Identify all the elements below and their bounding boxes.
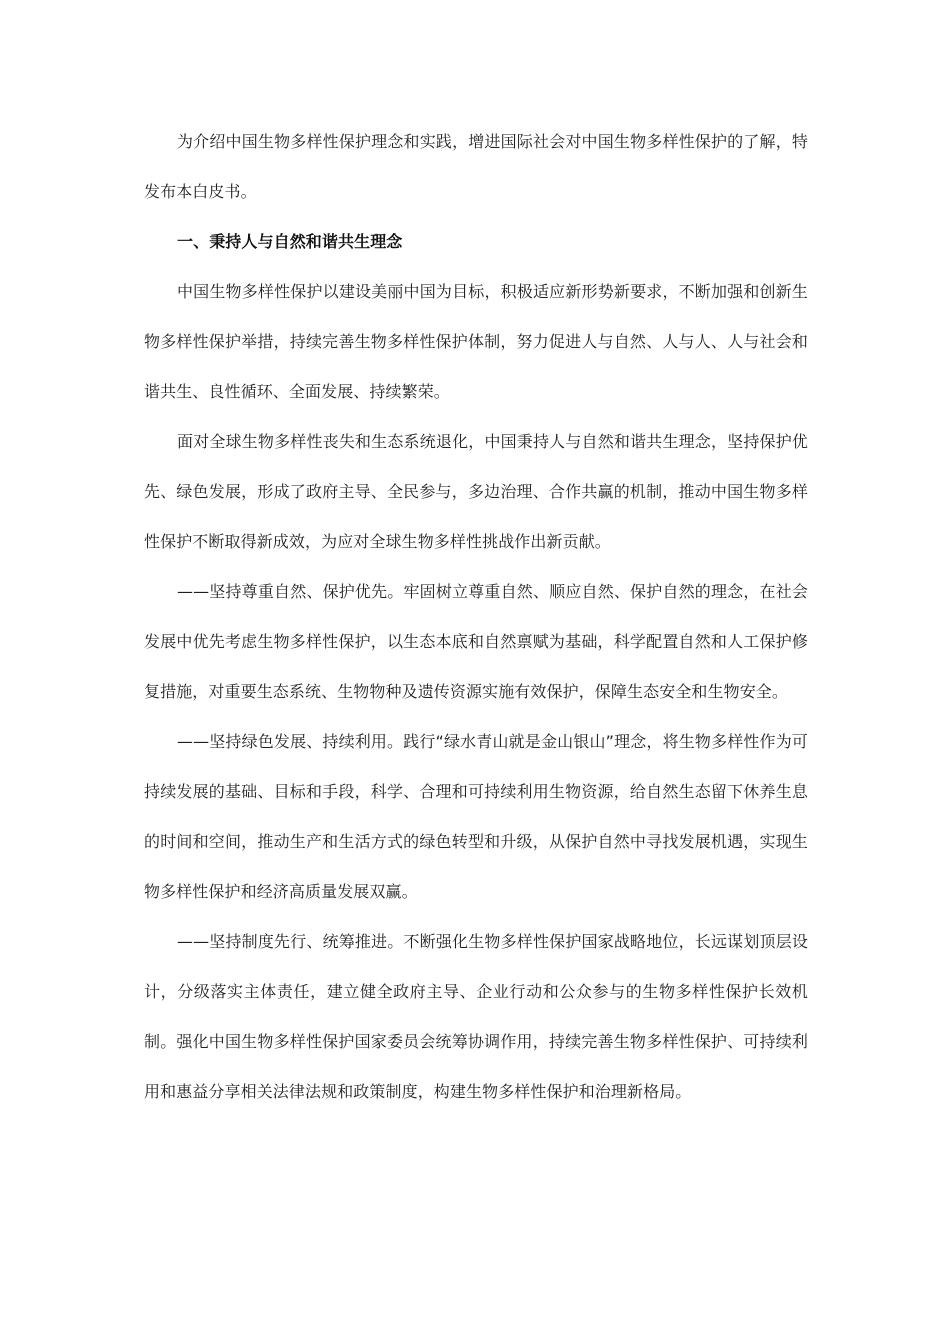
body-paragraph: ——坚持制度先行、统筹推进。不断强化生物多样性保护国家战略地位，长远谋划顶层设计，分级落实主体责任，建立健全政府主导、企业行动和公众参与的生物多样性保护长效机制。强化中国生物多样性保护国家委员会统筹协调作用，持续完善生物多样性保护、可持续利用和惠益分享相关法律法规和政策制度，构建生物多样性保护和治理新格局。 [144, 932, 808, 1101]
intro-paragraph: 为介绍中国生物多样性保护理念和实践，增进国际社会对中国生物多样性保护的了解，特发布本白皮书。 [144, 132, 808, 201]
body-paragraph: ——坚持绿色发展、持续利用。践行“绿水青山就是金山银山”理念，将生物多样性作为可持续发展的基础、目标和手段，科学、合理和可持续利用生物资源，给自然生态留下休养生息的时间和空间，推动生产和生活方式的绿色转型和升级，从保护自然中寻找发展机遇，实现生物多样性保护和经济高质量发展双赢。 [144, 732, 808, 901]
body-paragraph: 中国生物多样性保护以建设美丽中国为目标，积极适应新形势新要求，不断加强和创新生物多样性保护举措，持续完善生物多样性保护体制，努力促进人与自然、人与人、人与社会和谐共生、良性循环、全面发展、持续繁荣。 [144, 282, 808, 401]
body-paragraph: 面对全球生物多样性丧失和生态系统退化，中国秉持人与自然和谐共生理念，坚持保护优先、绿色发展，形成了政府主导、全民参与，多边治理、合作共赢的机制，推动中国生物多样性保护不断取得新成效，为应对全球生物多样性挑战作出新贡献。 [144, 432, 808, 551]
section-heading: 一、秉持人与自然和谐共生理念 [177, 232, 403, 251]
document-body [144, 117, 808, 1117]
body-paragraph: ——坚持尊重自然、保护优先。牢固树立尊重自然、顺应自然、保护自然的理念，在社会发展中优先考虑生物多样性保护，以生态本底和自然禀赋为基础，科学配置自然和人工保护修复措施，对重要生态系统、生物物种及遗传资源实施有效保护，保障生态安全和生物安全。 [144, 582, 808, 701]
